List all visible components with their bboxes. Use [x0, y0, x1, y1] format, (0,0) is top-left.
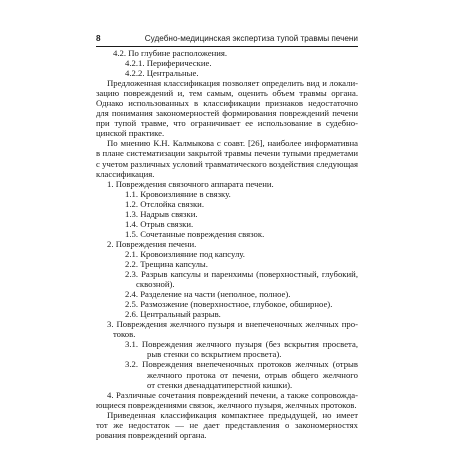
list-item: 1.4. Отрыв связки. [125, 218, 194, 229]
list-item: 3.1. Повреждения желчного пузыря (без вскрытия просвета, [125, 339, 358, 350]
list-item: рыв стенки со вскрытием просвета). [147, 349, 282, 360]
page-header [96, 33, 358, 45]
list-item: 2.3. Разрыв капсулы и паренхимы (поверхностный, глубокий, [125, 269, 358, 280]
list-item: 2.2. Трещина капсулы. [125, 258, 208, 269]
list-item: 2.4. Разделение на части (неполное, полное). [125, 289, 291, 300]
list-item: ющиеся повреждениями связок, желчного пузыря, желчных протоков. [96, 399, 357, 410]
list-item: 2.1. Кровоизлияние под капсулу. [125, 248, 245, 259]
list-item: 2. Повреждения печени. [107, 238, 197, 249]
list-item: сквозной). [136, 279, 175, 290]
list-item: 4.2.1. Периферические. [125, 58, 212, 69]
paragraph-line: По мнению К.Н. Калмыкова с соавт. [26], наиболее информативна [107, 138, 358, 149]
paragraph-line: рования повреждений органа. [96, 429, 207, 440]
list-item: токов. [113, 329, 136, 340]
paragraph-line: при тупой травме, что ограничивает ее использование в судебно- [96, 118, 358, 129]
list-item: 3.2. Повреждения внепеченочных протоков желчных (отрыв [125, 359, 358, 370]
header-rule [96, 46, 358, 47]
running-title: Судебно-медицинская экспертиза тупой травмы печени [144, 34, 358, 43]
list-item: 4. Различные сочетания повреждений печени, а также сопровожда- [107, 389, 358, 400]
list-item: 1.2. Отслойка связки. [125, 198, 204, 209]
paragraph-line: в плане систематизации закрытой травмы печени тупыми предметами [96, 148, 358, 159]
list-item: от стенки двенадцатиперстной кишки). [147, 379, 293, 390]
list-item: 2.5. Размозжение (поверхностное, глубокое, обширное). [125, 299, 333, 310]
paragraph-line: зацию повреждений и, тем самым, оценить объем травмы органа. [96, 88, 358, 99]
list-item: желчного протока от печени, отрыв общего желчного [147, 369, 358, 380]
list-item: 3. Повреждения желчного пузыря и внепеченочных желчных про- [107, 319, 358, 330]
paragraph-line: цинской практике. [96, 128, 165, 139]
list-item: 4.2. По глубине расположения. [113, 48, 228, 58]
paragraph-line: тот же недостаток — не дает представления о закономерностях [96, 419, 358, 430]
page-number: 8 [96, 34, 101, 43]
list-item: 1.3. Надрыв связки. [125, 208, 198, 219]
paragraph-line: Приведенная классификация компактнее предыдущей, но имеет [107, 409, 358, 420]
list-item: 2.6. Центральный разрыв. [125, 309, 221, 320]
paragraph-line: Предложенная классификация позволяет определить вид и локали- [107, 78, 358, 89]
list-item: 1.5. Сочетанные повреждения связок. [125, 228, 265, 239]
body-text [96, 48, 358, 440]
paragraph-line: классификация. [96, 168, 155, 179]
paragraph-line: для понимания закономерностей формирования повреждений печени [96, 108, 358, 119]
paragraph-line: с учетом различных условий травматического воздействия следующая [96, 158, 358, 169]
list-item: 1.1. Кровоизлияние в связку. [125, 188, 231, 199]
list-item: 4.2.2. Центральные. [125, 68, 199, 79]
list-item: 1. Повреждения связочного аппарата печени. [107, 178, 274, 189]
paragraph-line: Однако использованных в классификации признаков недостаточно [96, 98, 358, 109]
